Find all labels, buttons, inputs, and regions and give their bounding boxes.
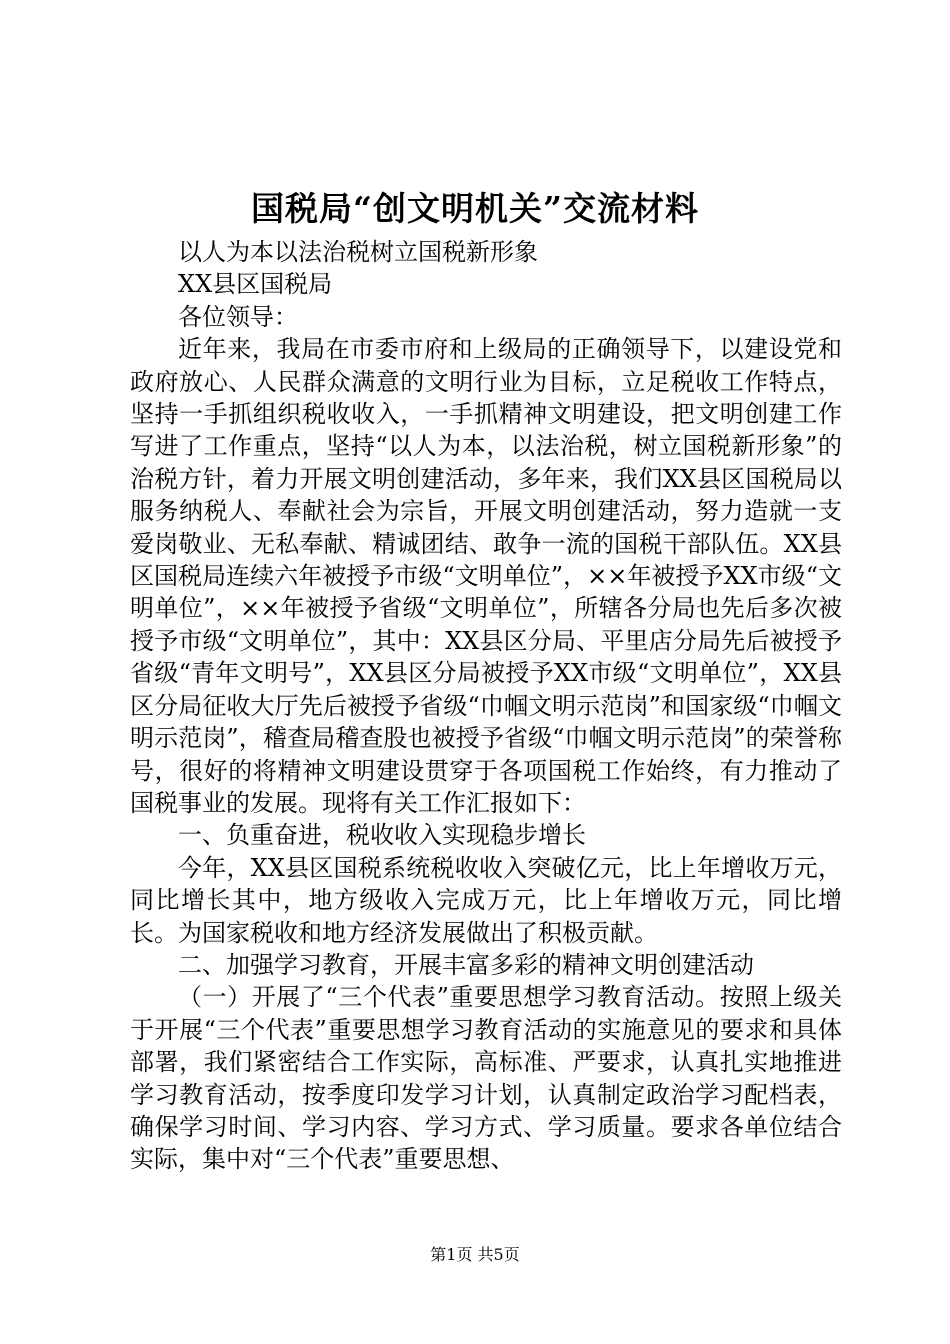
- salutation-line: 各位领导：: [178, 302, 298, 331]
- body-paragraph: 近年来，我局在市委市府和上级局的正确领导下，以建设党和政府放心、人民群众满意的文明行业为目标，立足税收工作特点，坚持一手抓组织税收收入，一手抓精神文明建设，把文明创建工作写进了工作重点，坚持“以人为本，以法治税，树立国税新形象”的治税方针，着力开展文明创建活动，多年来，我们XX县区国税局以服务纳税人、奉献社会为宗旨，开展文明创建活动，努力造就一支爱岗敬业、无私奉献、精诚团结、敢争一流的国税干部队伍。XX县区国税局连续六年被授予市级“文明单位”，××年被授予XX市级“文明单位”，××年被授予省级“文明单位”，所辖各分局也先后多次被授予市级“文明单位”，其中：XX县区分局、平里店分局先后被授予省级“青年文明号”，XX县区分局被授予XX市级“文明单位”，XX县区分局征收大厅先后被授予省级“巾帼文明示范岗”和国家级“巾帼文明示范岗”，稽查局稽查股也被授予省级“巾帼文明示范岗”的荣誉称号，很好的将精神文明建设贯穿于各项国税工作始终，有力推动了国税事业的发展。现将有关工作汇报如下：: [130, 335, 842, 817]
- page-number-footer: 第1页 共5页: [430, 1245, 520, 1264]
- subtitle-line: 以人为本以法治税树立国税新形象: [178, 238, 538, 266]
- body-paragraph: （一）开展了“三个代表”重要思想学习教育活动。按照上级关于开展“三个代表”重要思想学习教育活动的实施意见的要求和具体部署，我们紧密结合工作实际，高标准、严要求，认真扎实地推进学习教育活动，按季度印发学习计划，认真制定政治学习配档表，确保学习时间、学习内容、学习方式、学习质量。要求各单位结合实际，集中对“三个代表”重要思想、: [130, 983, 842, 1174]
- section-heading: 二、加强学习教育，开展丰富多彩的精神文明创建活动: [178, 950, 754, 979]
- organization-line: XX县区国税局: [178, 270, 333, 299]
- document-title: 国税局“创文明机关”交流材料: [251, 189, 699, 228]
- body-paragraph: 今年，XX县区国税系统税收收入突破亿元，比上年增收万元，同比增长其中，地方级收入完成万元，比上年增收万元，同比增长。为国家税收和地方经济发展做出了积极贡献。: [130, 853, 842, 947]
- document-body: [130, 236, 842, 1176]
- section-heading: 一、负重奋进，税收收入实现稳步增长: [178, 821, 586, 850]
